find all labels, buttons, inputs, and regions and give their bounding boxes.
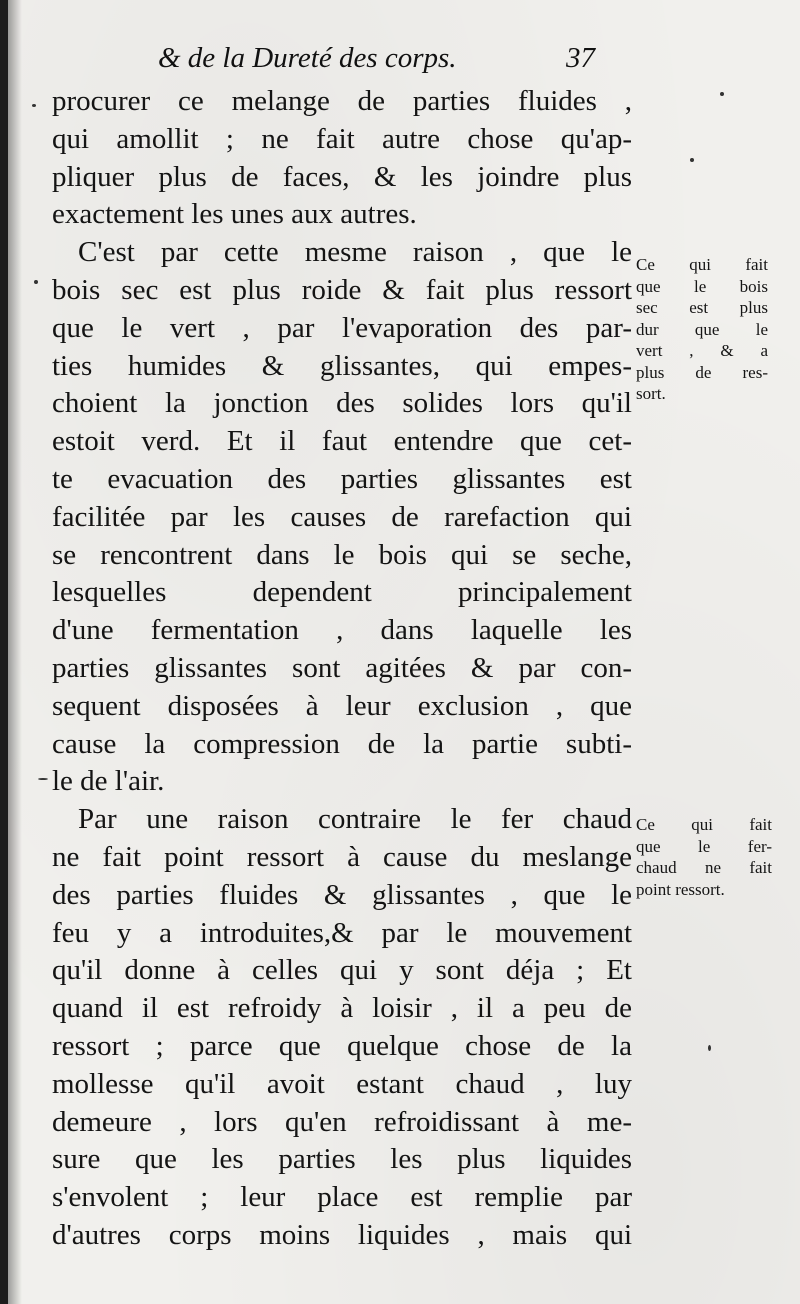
page-gutter-shadow xyxy=(8,0,22,1304)
text-line: te evacuation des parties glissantes est xyxy=(52,462,632,495)
text-line: demeure , lors qu'en refroidissant à me- xyxy=(52,1105,632,1138)
body-text xyxy=(52,83,632,1255)
ink-speck xyxy=(32,104,36,107)
text-line: facilitée par les causes de rarefaction qui xyxy=(52,500,632,533)
text-line: ne fait point ressort à cause du meslange xyxy=(52,840,632,873)
text-line: lesquelles dependent principalement xyxy=(52,576,632,609)
page-number: 37 xyxy=(566,42,595,74)
text-line: se rencontrent dans le bois qui se seche, xyxy=(52,538,632,571)
text-line: ressort ; parce que quelque chose de la xyxy=(52,1029,632,1062)
text-line: procurer ce melange de parties fluides , xyxy=(52,85,632,117)
text-line: mollesse qu'il avoit estant chaud , luy xyxy=(52,1067,632,1100)
marginal-line: que le bois xyxy=(636,276,768,296)
text-line: sequent disposées à leur exclusion , que xyxy=(52,689,632,722)
text-line: feu y a introduites,& par le mouvement xyxy=(52,916,632,949)
marginal-note-fer-chaud xyxy=(636,814,772,900)
text-line: ties humides & glissantes, qui empes- xyxy=(52,349,632,382)
text-line: exactement les unes aux autres. xyxy=(52,198,417,231)
marginal-line: Ce qui fait xyxy=(636,815,772,834)
marginal-line: sort. xyxy=(636,384,666,403)
ink-speck xyxy=(34,280,38,284)
marginal-line: que le fer- xyxy=(636,836,772,856)
marginal-line: dur que le xyxy=(636,319,768,339)
text-line: d'autres corps moins liquides , mais qui xyxy=(52,1218,632,1251)
ink-speck xyxy=(690,158,694,162)
text-line: parties glissantes sont agitées & par con- xyxy=(52,651,632,684)
text-line: le de l'air. xyxy=(52,765,165,798)
text-line: estoit verd. Et il faut entendre que cet- xyxy=(52,425,632,458)
text-line: d'une fermentation , dans laquelle les xyxy=(52,614,632,647)
book-page xyxy=(8,0,800,1304)
ink-speck xyxy=(720,92,724,96)
text-line: Par une raison contraire le fer chaud xyxy=(78,803,632,836)
marginal-line: vert , & a xyxy=(636,341,768,360)
text-line: choient la jonction des solides lors qu'il xyxy=(52,387,632,420)
marginal-line: sec est plus xyxy=(636,298,768,317)
marginal-note-bois-sec xyxy=(636,254,768,405)
running-head-title: & de la Dureté des corps. xyxy=(158,42,457,74)
marginal-line: Ce qui fait xyxy=(636,255,768,274)
marginal-line: point ressort. xyxy=(636,879,725,899)
marginal-line: chaud ne fait xyxy=(636,858,772,877)
text-line: qui amollit ; ne fait autre chose qu'ap- xyxy=(52,122,632,155)
text-line: pliquer plus de faces, & les joindre plus xyxy=(52,160,632,193)
text-line: qu'il donne à celles qui y sont déja ; Et xyxy=(52,954,632,987)
text-line: sure que les parties les plus liquides xyxy=(52,1143,632,1176)
ink-speck xyxy=(38,778,48,780)
text-line: cause la compression de la partie subti- xyxy=(52,727,632,760)
text-line: que le vert , par l'evaporation des par- xyxy=(52,311,632,344)
marginal-line: plus de res- xyxy=(636,362,768,382)
text-line: quand il est refroidy à loisir , il a peu de xyxy=(52,992,632,1025)
text-line: des parties fluides & glissantes , que le xyxy=(52,878,632,911)
running-head xyxy=(158,42,638,75)
text-line: C'est par cette mesme raison , que le xyxy=(78,236,632,269)
ink-speck xyxy=(708,1045,711,1051)
text-line: bois sec est plus roide & fait plus ressort xyxy=(52,273,632,306)
text-line: s'envolent ; leur place est remplie par xyxy=(52,1181,632,1214)
